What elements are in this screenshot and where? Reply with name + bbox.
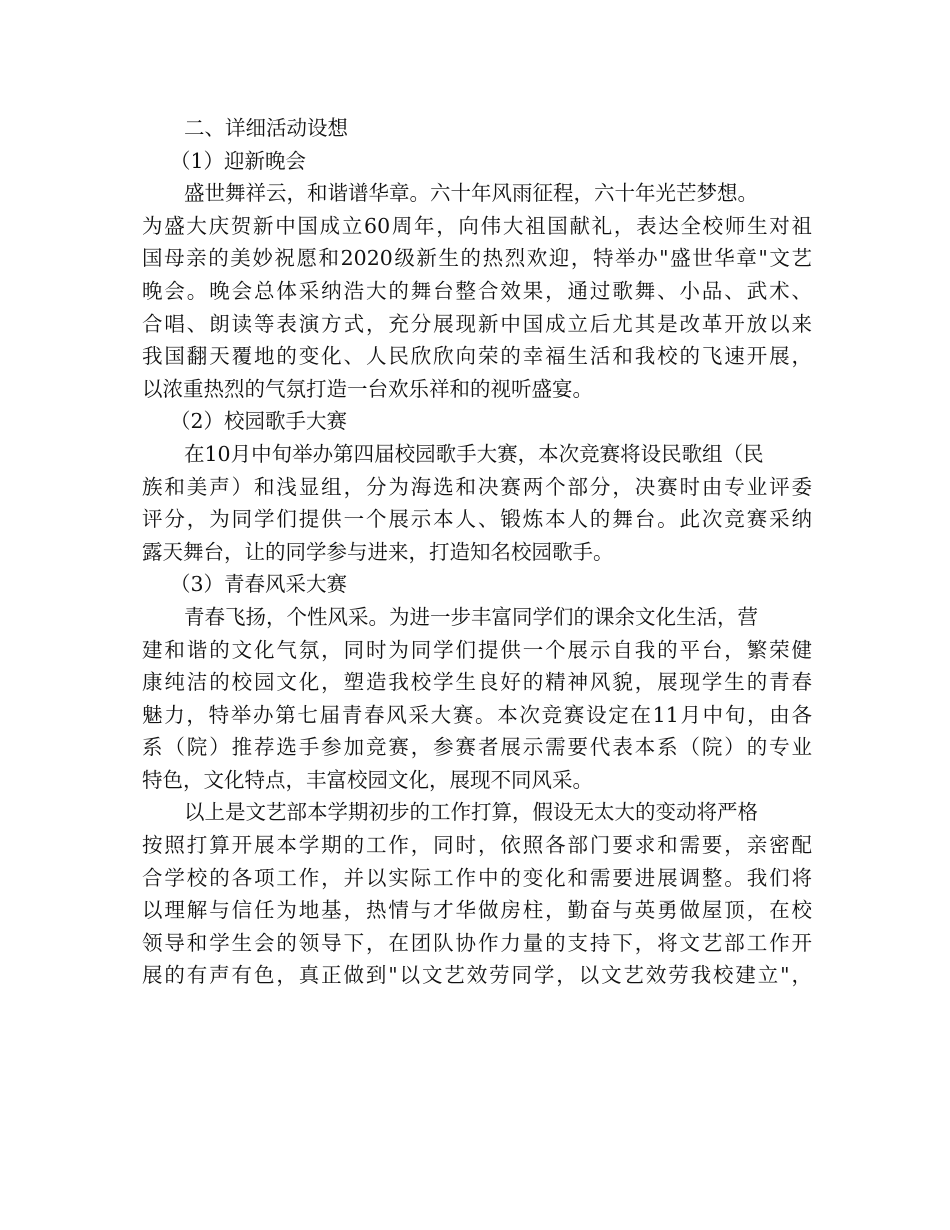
paragraph-line: 晚会。晚会总体采纳浩大的舞台整合效果，通过歌舞、小品、武术、 xyxy=(142,278,812,303)
paragraph-line: 族和美声）和浅显组，分为海选和决赛两个部分，决赛时由专业评委 xyxy=(142,474,812,499)
subheading-welcome-party: （1）迎新晚会 xyxy=(170,148,307,173)
section-heading: 二、详细活动设想 xyxy=(184,116,348,140)
paragraph-line: 建和谐的文化气氛，同时为同学们提供一个展示自我的平台，繁荣健 xyxy=(142,637,812,662)
subheading-singer-contest: （2）校园歌手大赛 xyxy=(170,409,348,434)
paragraph-line: 康纯洁的校园文化，塑造我校学生良好的精神风貌，展现学生的青春 xyxy=(142,670,812,695)
paragraph-line: 合唱、朗读等表演方式，充分展现新中国成立后尤其是改革开放以来 xyxy=(142,311,812,336)
paragraph-line: 我国翻天覆地的变化、人民欣欣向荣的幸福生活和我校的飞速开展， xyxy=(142,344,812,369)
paragraph-line: 国母亲的美妙祝愿和2020级新生的热烈欢迎，特举办"盛世华章"文艺 xyxy=(142,246,812,271)
paragraph-line: 以浓重热烈的气氛打造一台欢乐祥和的视听盛宴。 xyxy=(142,376,593,401)
paragraph-line: 系（院）推荐选手参加竞赛，参赛者展示需要代表本系（院）的专业 xyxy=(142,735,812,760)
paragraph-line: 特色，文化特点，丰富校园文化，展现不同风采。 xyxy=(142,767,593,792)
paragraph-line: 领导和学生会的领导下，在团队协作力量的支持下，将文艺部工作开 xyxy=(142,930,812,955)
document-body xyxy=(142,112,812,992)
paragraph-line: 以理解与信任为地基，热情与才华做房柱，勤奋与英勇做屋顶，在校 xyxy=(142,898,812,923)
paragraph-line: 为盛大庆贺新中国成立60周年，向伟大祖国献礼，表达全校师生对祖 xyxy=(142,213,812,238)
paragraph-line: 展的有声有色，真正做到"以文艺效劳同学，以文艺效劳我校建立"， xyxy=(142,963,812,988)
paragraph-line: 在10月中旬举办第四届校园歌手大赛，本次竞赛将设民歌组（民 xyxy=(184,441,764,466)
paragraph-line: 露天舞台，让的同学参与进来，打造知名校园歌手。 xyxy=(142,539,614,564)
paragraph-line: 合学校的各项工作，并以实际工作中的变化和需要进展调整。我们将 xyxy=(142,865,812,890)
paragraph-line: 按照打算开展本学期的工作，同时，依照各部门要求和需要，亲密配 xyxy=(142,833,812,858)
paragraph-line: 盛世舞祥云，和谐谱华章。六十年风雨征程，六十年光芒梦想。 xyxy=(184,181,758,206)
subheading-youth-contest: （3）青春风采大赛 xyxy=(170,572,348,597)
paragraph-line: 青春飞扬，个性风采。为进一步丰富同学们的课余文化生活，营 xyxy=(184,604,758,629)
paragraph-line: 魅力，特举办第七届青春风采大赛。本次竞赛设定在11月中旬，由各 xyxy=(142,702,812,727)
paragraph-line: 以上是文艺部本学期初步的工作打算，假设无太大的变动将严格 xyxy=(184,800,758,825)
paragraph-line: 评分，为同学们提供一个展示本人、锻炼本人的舞台。此次竞赛采纳 xyxy=(142,507,812,532)
